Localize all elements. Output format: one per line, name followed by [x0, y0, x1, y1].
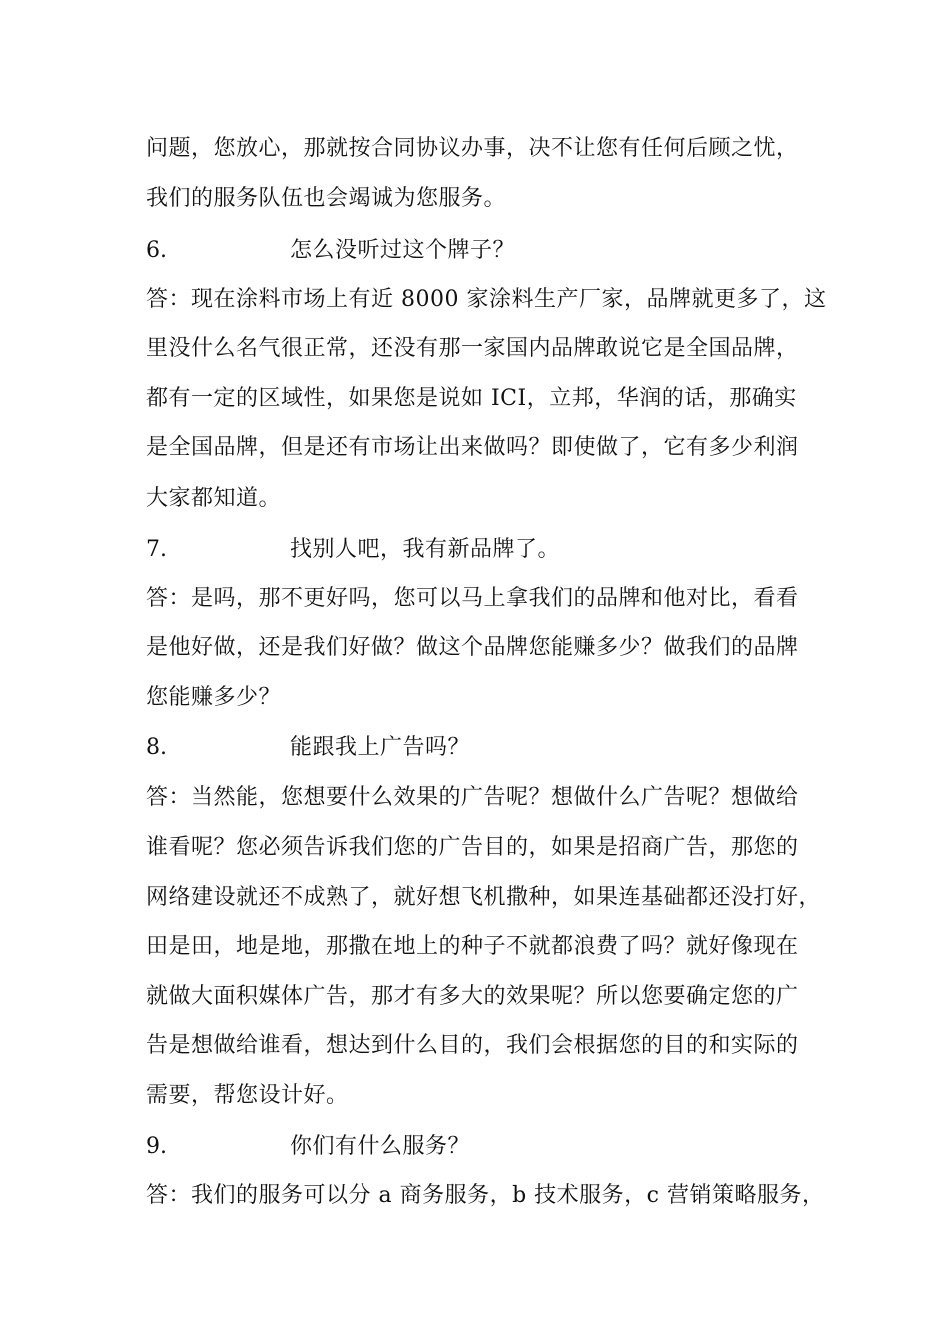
item-number: 6.	[146, 238, 167, 263]
item-question: 你们有什么服务？	[290, 1134, 471, 1159]
answer-line: 需要，帮您设计好。	[146, 1083, 349, 1108]
answer-line: 里没什么名气很正常，还没有那一家国内品牌敢说它是全国品牌，	[146, 336, 799, 361]
answer-line: 答：是吗，那不更好吗，您可以马上拿我们的品牌和他对比，看看	[146, 586, 799, 611]
answer-line: 谁看呢？您必须告诉我们您的广告目的，如果是招商广告，那您的	[146, 835, 799, 860]
body-text-line: 问题，您放心，那就按合同协议办事，决不让您有任何后顾之忧，	[146, 136, 799, 161]
item-question: 怎么没听过这个牌子？	[290, 238, 516, 263]
answer-line: 都有一定的区域性，如果您是说如 ICI，立邦，华润的话，那确实	[146, 386, 797, 411]
item-number: 9.	[146, 1134, 167, 1159]
answer-line: 答：当然能，您想要什么效果的广告呢？想做什么广告呢？想做给	[146, 785, 799, 810]
answer-line: 是他好做，还是我们好做？做这个品牌您能赚多少？做我们的品牌	[146, 635, 799, 660]
answer-line: 就做大面积媒体广告，那才有多大的效果呢？所以您要确定您的广	[146, 984, 799, 1009]
answer-line: 答：我们的服务可以分 a 商务服务，b 技术服务，c 营销策略服务，	[146, 1183, 825, 1208]
answer-line: 田是田，地是地，那撒在地上的种子不就都浪费了吗？就好像现在	[146, 934, 799, 959]
item-number: 7.	[146, 537, 167, 562]
item-question: 找别人吧，我有新品牌了。	[290, 537, 561, 562]
answer-line: 是全国品牌，但是还有市场让出来做吗？即使做了，它有多少利润	[146, 435, 799, 460]
answer-line: 大家都知道。	[146, 486, 282, 511]
answer-line: 您能赚多少？	[146, 685, 282, 710]
answer-line: 告是想做给谁看，想达到什么目的，我们会根据您的目的和实际的	[146, 1033, 799, 1058]
item-number: 8.	[146, 735, 167, 760]
answer-line: 答：现在涂料市场上有近 8000 家涂料生产厂家，品牌就更多了，这	[146, 287, 827, 312]
item-question: 能跟我上广告吗？	[290, 735, 471, 760]
answer-line: 网络建设就还不成熟了，就好想飞机撒种，如果连基础都还没打好，	[146, 885, 822, 910]
body-text-line: 我们的服务队伍也会竭诚为您服务。	[146, 186, 507, 211]
